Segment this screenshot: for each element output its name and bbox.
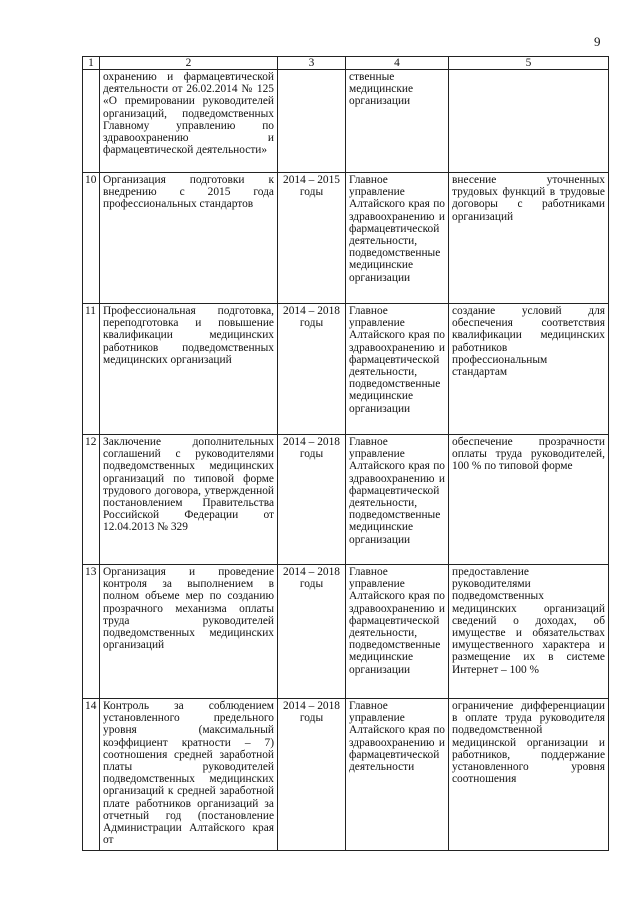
row-event: охранению и фармацевтической деятельности от 26.02.2014 № 125 «О премировании руководителей организаций, подведомственных Главному управлению по здравоохранению и фармацевтической деятельности» xyxy=(100,70,278,173)
row-executor: ственные медицинские организации xyxy=(346,70,449,173)
row-number: 13 xyxy=(83,565,100,699)
table-row xyxy=(83,435,609,565)
table-row xyxy=(83,70,609,173)
row-event: Профессиональная подготовка, переподготовка и повышение квалификации медицинских работников подведомственных медицинских организаций xyxy=(100,304,278,435)
row-executor: Главное управление Алтайского края по здравоохранению и фармацевтической деятельности, подведомственные медицинские организации xyxy=(346,565,449,699)
plan-table xyxy=(82,56,609,851)
row-period xyxy=(278,70,346,173)
page-number: 9 xyxy=(594,34,601,49)
row-result: ограничение дифференциации в оплате труда руководителя подведомственной медицинской организации и работников, поддержание установленного уровня соотношения xyxy=(449,699,609,851)
row-event: Организация и проведение контроля за выполнением в полном объеме мер по созданию прозрачного механизма оплаты труда руководителей подведомственных медицинских организаций xyxy=(100,565,278,699)
row-event: Контроль за соблюдением установленного предельного уровня (максимальный коэффициент кратности – 7) соотношения средней заработной платы руководителей подведомственных медицинских организаций к средней заработной плате работников организаций за отчетный год (постановление Администрации Алтайского края от xyxy=(100,699,278,851)
column-number-4: 4 xyxy=(346,57,449,70)
row-period: 2014 – 2018 годы xyxy=(278,565,346,699)
row-period: 2014 – 2018 годы xyxy=(278,699,346,851)
column-number-3: 3 xyxy=(278,57,346,70)
row-executor: Главное управление Алтайского края по здравоохранению и фармацевтической деятельности, подведомственные медицинские организации xyxy=(346,304,449,435)
column-number-5: 5 xyxy=(449,57,609,70)
row-executor: Главное управление Алтайского края по здравоохранению и фармацевтической деятельности, подведомственные медицинские организации xyxy=(346,173,449,304)
row-result: обеспечение прозрачности оплаты труда руководителей, 100 % по типовой форме xyxy=(449,435,609,565)
column-number-2: 2 xyxy=(100,57,278,70)
row-event: Заключение дополнительных соглашений с руководителями подведомственных медицинских организаций по типовой форме трудового договора, утвержденной постановлением Правительства Российской Федерации от 12.04.2013 № 329 xyxy=(100,435,278,565)
row-executor: Главное управление Алтайского края по здравоохранению и фармацевтической деятельности xyxy=(346,699,449,851)
row-period: 2014 – 2018 годы xyxy=(278,304,346,435)
row-period: 2014 – 2018 годы xyxy=(278,435,346,565)
row-number: 12 xyxy=(83,435,100,565)
row-result: предоставление руководителями подведомственных медицинских организаций сведений о доходах, об имуществе и обязательствах имущественного характера и размещение их в системе Интернет – 100 % xyxy=(449,565,609,699)
row-executor: Главное управление Алтайского края по здравоохранению и фармацевтической деятельности, подведомственные медицинские организации xyxy=(346,435,449,565)
row-event: Организация подготовки к внедрению с 2015 года профессиональных стандартов xyxy=(100,173,278,304)
row-number: 10 xyxy=(83,173,100,304)
column-number-1: 1 xyxy=(83,57,100,70)
row-number: 11 xyxy=(83,304,100,435)
table-header-row xyxy=(83,57,609,70)
row-period: 2014 – 2015 годы xyxy=(278,173,346,304)
table-row xyxy=(83,173,609,304)
table-row xyxy=(83,699,609,851)
row-result: создание условий для обеспечения соответствия квалификации медицинских работников профессиональным стандартам xyxy=(449,304,609,435)
row-number xyxy=(83,70,100,173)
row-number: 14 xyxy=(83,699,100,851)
table-row xyxy=(83,565,609,699)
table-row xyxy=(83,304,609,435)
row-result: внесение уточненных трудовых функций в трудовые договоры с работниками организаций xyxy=(449,173,609,304)
row-result xyxy=(449,70,609,173)
